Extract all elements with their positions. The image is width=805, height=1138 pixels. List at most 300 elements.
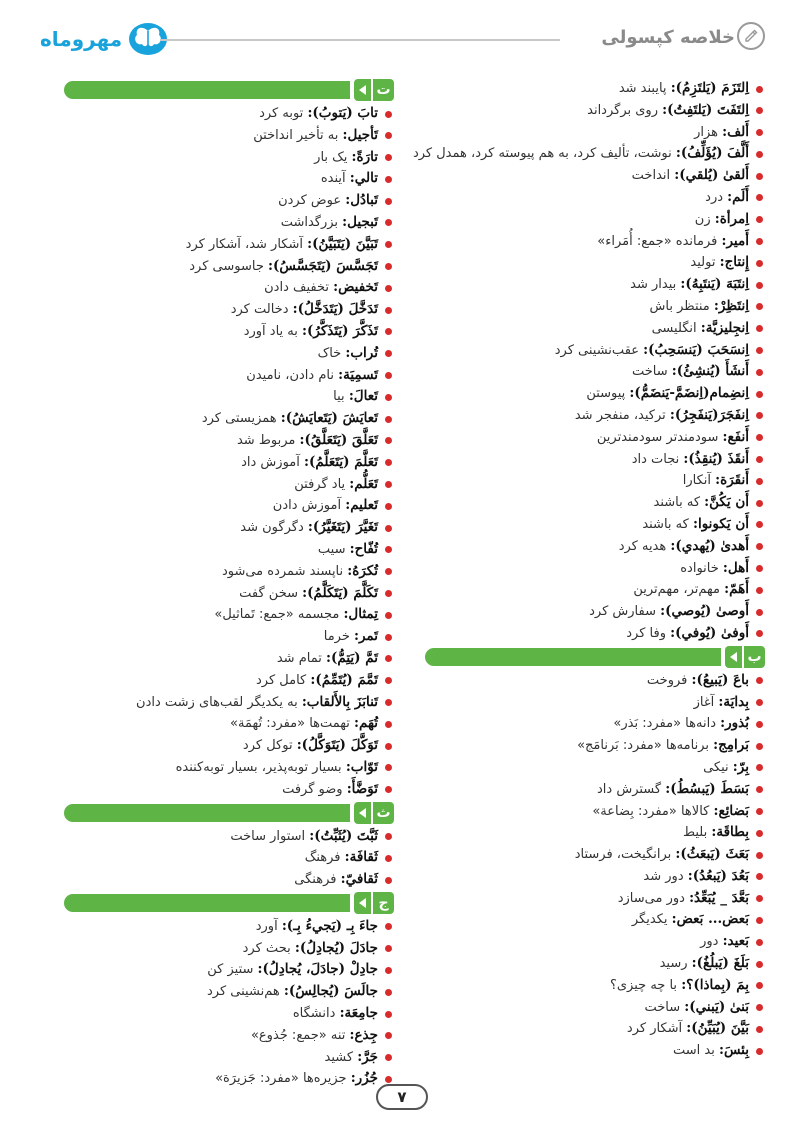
arabic-word: تَعَلُّم: bbox=[349, 475, 378, 492]
persian-meaning: تمام شد bbox=[276, 650, 326, 666]
bullet-icon bbox=[756, 786, 763, 793]
persian-meaning: دانه‌ها «مفرد: بَذر» bbox=[613, 716, 721, 732]
persian-meaning: زن bbox=[694, 211, 715, 227]
vocab-entry bbox=[64, 981, 394, 1003]
persian-meaning: توبه کرد bbox=[259, 106, 308, 121]
persian-meaning: گسترش داد bbox=[597, 781, 666, 797]
bullet-icon bbox=[385, 989, 392, 996]
vocab-entry bbox=[64, 168, 394, 190]
vocab-entry bbox=[64, 408, 394, 430]
vocab-entry bbox=[64, 1003, 394, 1025]
bullet-icon bbox=[756, 325, 763, 332]
arabic-word: تَعايَشَ (يَتَعايَشُ): bbox=[280, 410, 378, 427]
vocab-entry bbox=[425, 1040, 765, 1062]
vocab-entry bbox=[425, 735, 765, 757]
persian-meaning: هم‌نشینی کرد bbox=[207, 984, 284, 1000]
bullet-icon bbox=[385, 634, 392, 641]
vocab-entry bbox=[64, 713, 394, 735]
vocab-entry bbox=[64, 452, 394, 474]
vocab-entry bbox=[64, 735, 394, 757]
arabic-word: أَلَم: bbox=[727, 188, 749, 205]
vocab-entry bbox=[64, 583, 394, 605]
bullet-icon bbox=[385, 1054, 392, 1061]
persian-meaning: درد bbox=[705, 189, 728, 205]
vocab-entry bbox=[425, 601, 765, 623]
bullet-icon bbox=[385, 111, 392, 118]
vocab-entry bbox=[64, 125, 394, 147]
persian-meaning: تهمت‌ها «مفرد: تُهمَة» bbox=[230, 716, 355, 732]
arabic-word: تُراب: bbox=[345, 344, 378, 361]
arabic-word: تَجَسَّسَ (يَتَجَسَّسُ): bbox=[268, 257, 378, 274]
vocab-entry bbox=[425, 361, 765, 383]
arabic-word: تُهَم: bbox=[354, 715, 378, 732]
section-bar bbox=[425, 648, 721, 666]
persian-meaning: دگرگون شد bbox=[240, 520, 308, 536]
arabic-word: أَلقیٰ (يُلقي): bbox=[674, 167, 749, 184]
arabic-word: بِرّ: bbox=[732, 758, 749, 775]
arabic-word: اِنتَظِرْ: bbox=[713, 297, 749, 314]
bullet-icon bbox=[385, 699, 392, 706]
bullet-icon bbox=[756, 456, 763, 463]
section-header bbox=[64, 802, 394, 824]
bullet-icon bbox=[756, 982, 763, 989]
vocab-entry bbox=[64, 1068, 394, 1090]
persian-meaning: که باشند bbox=[653, 495, 705, 511]
bullet-icon bbox=[756, 609, 763, 616]
persian-meaning: یکدیگر bbox=[631, 912, 672, 928]
persian-meaning: مهم‌تر، مهم‌ترین bbox=[633, 582, 725, 598]
persian-meaning: توکل کرد bbox=[242, 738, 297, 754]
persian-meaning: عقب‌نشینی کرد bbox=[554, 342, 644, 358]
bullet-icon bbox=[385, 677, 392, 684]
arabic-word: تالي: bbox=[349, 170, 378, 187]
persian-meaning: همزیستی کرد bbox=[201, 411, 281, 427]
arabic-word: تَبجيل: bbox=[342, 213, 378, 230]
persian-meaning: فرهنگ bbox=[304, 850, 345, 866]
vocab-entry bbox=[64, 234, 394, 256]
arabic-word: اِلتَزَمَ (يَلتَزِمُ): bbox=[670, 80, 749, 96]
arabic-word: أَوصیٰ (يُوصي): bbox=[660, 603, 749, 620]
persian-meaning: تولید bbox=[690, 255, 720, 271]
arabic-word: أَوفیٰ (يُوفي): bbox=[670, 624, 749, 641]
section-tab bbox=[354, 892, 394, 914]
arabic-word: بَنیٰ (يَبني): bbox=[684, 998, 749, 1015]
arabic-word: تَوّاب: bbox=[345, 758, 378, 775]
arabic-word: جادِلْ (جادَلَ، يُجادِلُ): bbox=[257, 961, 378, 978]
persian-meaning: مجسمه «جمع: تَماثيل» bbox=[214, 607, 344, 623]
vocab-entry bbox=[64, 692, 394, 714]
persian-meaning: ساخت bbox=[644, 999, 685, 1015]
section-letter: ث bbox=[373, 802, 394, 824]
bullet-icon bbox=[756, 216, 763, 223]
arabic-word: بَعيد: bbox=[722, 933, 749, 950]
arabic-word: ثَبَّتَ (يُثَبِّتُ): bbox=[309, 827, 378, 844]
arabic-word: اِنسَحَبَ (يَنسَحِبُ): bbox=[643, 341, 749, 358]
bullet-icon bbox=[385, 132, 392, 139]
section-letter: ج bbox=[373, 892, 394, 914]
section-bar bbox=[64, 804, 350, 822]
persian-meaning: آغاز bbox=[693, 694, 719, 710]
bullet-icon bbox=[385, 219, 392, 226]
section-header bbox=[425, 646, 765, 668]
vocab-entry bbox=[425, 953, 765, 975]
arabic-word: أَنشَأَ (يُنشِئُ): bbox=[671, 363, 749, 380]
vocab-entry bbox=[425, 252, 765, 274]
bullet-icon bbox=[756, 895, 763, 902]
persian-meaning: هدیه کرد bbox=[618, 538, 671, 554]
persian-meaning: سودمندتر سودمندترین bbox=[596, 429, 723, 445]
persian-meaning: آورد bbox=[255, 918, 282, 934]
vocab-entry bbox=[425, 427, 765, 449]
bullet-icon bbox=[756, 939, 763, 946]
vocab-entry bbox=[425, 866, 765, 888]
bullet-icon bbox=[385, 764, 392, 771]
persian-meaning: فرهنگی bbox=[294, 872, 341, 888]
persian-meaning: رسید bbox=[659, 956, 692, 972]
bullet-icon bbox=[385, 967, 392, 974]
vocab-entry bbox=[425, 187, 765, 209]
arabic-word: أَلف: bbox=[722, 123, 749, 140]
persian-meaning: روی برگرداند bbox=[587, 102, 663, 118]
page-number: ۷ bbox=[376, 1084, 428, 1110]
arabic-word: بَيَّنَ (يُبَيِّنُ): bbox=[686, 1020, 749, 1037]
arabic-word: جادَلَ (يُجادِلُ): bbox=[294, 939, 378, 956]
arabic-word: أَهدیٰ (يُهدي): bbox=[670, 537, 749, 554]
vocab-entry bbox=[425, 779, 765, 801]
persian-meaning: دور شد bbox=[643, 868, 688, 884]
vocab-entry bbox=[64, 916, 394, 938]
arabic-word: بَسَطَ (يَبسُطُ): bbox=[665, 780, 749, 797]
bullet-icon bbox=[385, 1032, 392, 1039]
arabic-word: بَعَثَ (يَبعَثُ): bbox=[675, 846, 749, 863]
persian-meaning: آموزش دادن bbox=[272, 498, 346, 514]
persian-meaning: بلیط bbox=[683, 825, 712, 841]
vocab-entry bbox=[425, 340, 765, 362]
arabic-word: بِمَ (بِماذا)؟: bbox=[681, 976, 749, 993]
persian-meaning: سخن گفت bbox=[239, 585, 303, 601]
section-tab bbox=[354, 802, 394, 824]
vocab-entry bbox=[64, 103, 394, 125]
vocab-entry bbox=[64, 539, 394, 561]
arabic-word: أَنقَرَة: bbox=[715, 472, 749, 489]
bullet-icon bbox=[385, 459, 392, 466]
arabic-word: أَنفَع: bbox=[722, 428, 749, 445]
vocab-entry bbox=[425, 931, 765, 953]
vocab-entry bbox=[425, 470, 765, 492]
section-tab bbox=[725, 646, 765, 668]
bullet-icon bbox=[385, 655, 392, 662]
persian-meaning: جاسوسی کرد bbox=[189, 258, 269, 274]
bullet-icon bbox=[385, 481, 392, 488]
vocab-entry bbox=[425, 997, 765, 1019]
brand-logo bbox=[40, 20, 168, 58]
vocab-entry bbox=[425, 100, 765, 122]
bullet-icon bbox=[385, 525, 392, 532]
persian-meaning: وفا کرد bbox=[626, 625, 671, 641]
triangle-left-icon bbox=[725, 646, 742, 668]
persian-meaning: پیوستن bbox=[586, 386, 630, 402]
vocab-entry bbox=[64, 757, 394, 779]
bullet-icon bbox=[756, 1026, 763, 1033]
vocab-entry bbox=[425, 209, 765, 231]
persian-meaning: انداخت bbox=[631, 168, 675, 184]
arabic-word: بَعض... بَعض: bbox=[671, 911, 749, 928]
persian-meaning: جزیره‌ها «مفرد: جَزيرَة» bbox=[215, 1071, 351, 1087]
persian-meaning: نام دادن، نامیدن bbox=[246, 367, 339, 383]
arabic-word: بِئسَ: bbox=[718, 1042, 749, 1059]
vocab-entry bbox=[425, 888, 765, 910]
persian-meaning: نجات داد bbox=[631, 451, 684, 467]
bullet-icon bbox=[756, 107, 763, 114]
vocab-entry bbox=[425, 692, 765, 714]
bullet-icon bbox=[385, 503, 392, 510]
vocab-entry bbox=[64, 277, 394, 299]
bullet-icon bbox=[385, 263, 392, 270]
bullet-icon bbox=[385, 437, 392, 444]
bullet-icon bbox=[385, 743, 392, 750]
arabic-word: أَن يَكُنَّ: bbox=[704, 494, 749, 511]
bullet-icon bbox=[756, 543, 763, 550]
arabic-word: أَمير: bbox=[721, 232, 749, 249]
persian-meaning: دور می‌سازد bbox=[617, 890, 690, 906]
vocab-entry bbox=[425, 822, 765, 844]
persian-meaning: نیکی bbox=[703, 759, 733, 775]
persian-meaning: به یکدیگر لقب‌های زشت دادن bbox=[136, 694, 302, 710]
arabic-word: جَرَّ: bbox=[357, 1048, 378, 1065]
bullet-icon bbox=[756, 86, 763, 93]
vocab-entry bbox=[64, 430, 394, 452]
bullet-icon bbox=[385, 855, 392, 862]
arabic-word: ثَقافيّ: bbox=[340, 871, 378, 888]
arabic-word: أَنقَذَ (يُنقِذُ): bbox=[683, 450, 749, 467]
bullet-icon bbox=[385, 923, 392, 930]
arabic-word: تَوَضَّأَ: bbox=[346, 780, 378, 797]
arabic-word: جِذع: bbox=[349, 1026, 378, 1043]
persian-meaning: که باشند bbox=[642, 516, 693, 532]
vocab-entry bbox=[425, 536, 765, 558]
triangle-left-icon bbox=[354, 802, 371, 824]
bullet-icon bbox=[385, 568, 392, 575]
bullet-icon bbox=[756, 743, 763, 750]
bullet-icon bbox=[756, 565, 763, 572]
vocab-entry bbox=[425, 558, 765, 580]
section-letter: ت bbox=[373, 79, 394, 101]
vocab-entry bbox=[425, 844, 765, 866]
bullet-icon bbox=[385, 546, 392, 553]
bullet-icon bbox=[756, 587, 763, 594]
vocab-entry bbox=[425, 122, 765, 144]
bullet-icon bbox=[385, 416, 392, 423]
arabic-word: تَعالَ: bbox=[348, 388, 378, 405]
vocab-entry bbox=[64, 343, 394, 365]
arabic-word: أَهَمّ: bbox=[724, 581, 749, 598]
vocab-entry bbox=[64, 604, 394, 626]
arabic-word: بَضائِع: bbox=[713, 802, 749, 819]
persian-meaning: دخالت کرد bbox=[230, 302, 293, 318]
bullet-icon bbox=[385, 945, 392, 952]
vocab-entry bbox=[64, 212, 394, 234]
vocab-entry bbox=[64, 1025, 394, 1047]
section-bar bbox=[64, 81, 350, 99]
persian-meaning: دانشگاه bbox=[292, 1006, 340, 1022]
persian-meaning: خاک bbox=[317, 345, 346, 361]
arabic-word: تَعَلَّمَ (يَتَعَلَّمُ): bbox=[304, 453, 378, 470]
bullet-icon bbox=[756, 721, 763, 728]
bullet-icon bbox=[756, 369, 763, 376]
arabic-word: بَعَّدَ _ يُبَعِّدُ: bbox=[689, 889, 749, 906]
arabic-word: تَنابَزَ بِالأَلقاب: bbox=[301, 693, 378, 710]
persian-meaning: عوض کردن bbox=[278, 193, 346, 209]
vocab-entry bbox=[64, 561, 394, 583]
persian-meaning: بسیار توبه‌پذیر، بسیار توبه‌کننده bbox=[175, 759, 346, 775]
vocab-entry bbox=[425, 514, 765, 536]
arabic-word: بَعُدَ (يَبعُدُ): bbox=[687, 867, 749, 884]
vocab-entry bbox=[425, 231, 765, 253]
vocab-entry bbox=[425, 78, 765, 100]
bullet-icon bbox=[756, 412, 763, 419]
vocab-entry bbox=[425, 670, 765, 692]
persian-meaning: فرمانده «جمع: أُمَراء» bbox=[597, 233, 722, 249]
bullet-icon bbox=[385, 241, 392, 248]
page-title: خلاصه کپسولی bbox=[601, 27, 735, 48]
arabic-word: بُذور: bbox=[720, 715, 749, 732]
persian-meaning: بزرگداشت bbox=[280, 214, 343, 230]
bullet-icon bbox=[756, 677, 763, 684]
persian-meaning: ترکید، منفجر شد bbox=[574, 407, 670, 423]
persian-meaning: استوار ساخت bbox=[230, 828, 310, 844]
vocab-entry bbox=[425, 1018, 765, 1040]
bullet-icon bbox=[385, 1011, 392, 1018]
arabic-word: اِمرأة: bbox=[714, 210, 749, 227]
vocab-entry bbox=[64, 626, 394, 648]
bullet-icon bbox=[385, 394, 392, 401]
vocab-entry bbox=[425, 318, 765, 340]
section-tab bbox=[354, 79, 394, 101]
vocab-entry bbox=[412, 143, 765, 165]
persian-meaning: بد است bbox=[672, 1043, 719, 1059]
persian-meaning: وضو گرفت bbox=[282, 781, 347, 797]
bullet-icon bbox=[385, 590, 392, 597]
bullet-icon bbox=[385, 612, 392, 619]
vocab-entry bbox=[64, 779, 394, 801]
arabic-word: تَعَلَّقَ (يَتَعَلَّقُ): bbox=[299, 431, 378, 448]
persian-meaning: یک بار bbox=[314, 149, 352, 165]
vocab-entry bbox=[425, 492, 765, 514]
vocab-entry bbox=[425, 296, 765, 318]
arabic-word: جاءَ بِـ (يَجيءُ بِـ): bbox=[281, 917, 378, 934]
arabic-word: تَعليم: bbox=[345, 497, 378, 514]
arabic-word: تَبادُل: bbox=[345, 192, 378, 209]
arabic-word: تَكَلَّمَ (يَتَكَلَّمُ): bbox=[302, 584, 378, 601]
bullet-icon bbox=[756, 238, 763, 245]
vocab-entry bbox=[425, 623, 765, 645]
persian-meaning: دور bbox=[700, 934, 723, 950]
persian-meaning: ساخت bbox=[631, 364, 672, 380]
persian-meaning: برنامه‌ها «مفرد: بَرنامَج» bbox=[577, 738, 714, 754]
persian-meaning: بیدار شد bbox=[630, 277, 681, 293]
triangle-left-icon bbox=[354, 79, 371, 101]
arabic-word: بِطاقَة: bbox=[711, 824, 749, 841]
vocab-entry bbox=[64, 648, 394, 670]
persian-meaning: تخفیف دادن bbox=[264, 280, 334, 296]
persian-meaning: آنکارا bbox=[682, 473, 716, 489]
arabic-word: تَأجيل: bbox=[342, 126, 378, 143]
persian-meaning: بحث کرد bbox=[242, 940, 295, 956]
vocab-entry bbox=[64, 959, 394, 981]
bullet-icon bbox=[756, 173, 763, 180]
persian-meaning: آموزش داد bbox=[241, 454, 305, 470]
persian-meaning: با چه چیزی؟ bbox=[609, 977, 682, 993]
arabic-word: باعَ (يَبيعُ): bbox=[691, 671, 749, 688]
page-header bbox=[0, 0, 805, 80]
bullet-icon bbox=[385, 154, 392, 161]
persian-meaning: منتظر باش bbox=[649, 298, 714, 314]
bullet-icon bbox=[756, 151, 763, 158]
persian-meaning: پایبند شد bbox=[618, 81, 671, 96]
vocab-entry bbox=[64, 495, 394, 517]
vocab-entry bbox=[425, 909, 765, 931]
right-column bbox=[412, 78, 765, 1062]
arabic-word: اِلتَفَتَ (يَلتَفِتُ): bbox=[662, 101, 749, 118]
arabic-word: تارَةً: bbox=[351, 148, 378, 165]
triangle-left-icon bbox=[354, 892, 371, 914]
bullet-icon bbox=[756, 129, 763, 136]
vocab-entry bbox=[64, 517, 394, 539]
bullet-icon bbox=[385, 833, 392, 840]
section-bar bbox=[64, 894, 350, 912]
arabic-word: تَوَكَّلَ (يَتَوَكَّلُ): bbox=[296, 737, 378, 754]
persian-meaning: سفارش کرد bbox=[589, 604, 661, 620]
vocab-entry bbox=[64, 321, 394, 343]
persian-meaning: تنه «جمع: جُذوع» bbox=[250, 1027, 350, 1043]
persian-meaning: آینده bbox=[320, 171, 350, 187]
persian-meaning: بیا bbox=[333, 389, 349, 405]
bullet-icon bbox=[385, 877, 392, 884]
bullet-icon bbox=[756, 808, 763, 815]
arabic-word: تَذَكَّرَ (يَتَذَكَّرُ): bbox=[302, 322, 378, 339]
bullet-icon bbox=[385, 176, 392, 183]
persian-meaning: یاد گرفتن bbox=[294, 476, 350, 492]
header-rule-left bbox=[160, 39, 560, 41]
persian-meaning: خرما bbox=[323, 629, 354, 645]
vocab-entry bbox=[64, 365, 394, 387]
bullet-icon bbox=[756, 434, 763, 441]
bullet-icon bbox=[756, 630, 763, 637]
vocab-entry bbox=[64, 386, 394, 408]
section-letter: ب bbox=[744, 646, 765, 668]
arabic-word: إِنتاج: bbox=[719, 254, 749, 271]
bullet-icon bbox=[756, 699, 763, 706]
arabic-word: تَبَيَّنَ (يَتَبَيَّنُ): bbox=[307, 235, 378, 252]
arabic-word: تُفّاح: bbox=[349, 540, 378, 557]
arabic-word: بِدايَة: bbox=[718, 693, 749, 710]
vocab-entry bbox=[425, 274, 765, 296]
vocab-entry bbox=[64, 299, 394, 321]
arabic-word: تابَ (يَتوبُ): bbox=[307, 105, 378, 121]
arabic-word: جامِعَة: bbox=[339, 1005, 378, 1022]
persian-meaning: به یاد آورد bbox=[243, 323, 303, 339]
arabic-word: تَمَّ (يَتِمُّ): bbox=[325, 649, 378, 666]
vocab-entry bbox=[64, 869, 394, 891]
bullet-icon bbox=[385, 307, 392, 314]
bullet-icon bbox=[385, 198, 392, 205]
vocab-entry bbox=[64, 147, 394, 169]
bullet-icon bbox=[756, 1004, 763, 1011]
arabic-word: اِنتَبَهَ (يَنتَبِهُ): bbox=[680, 276, 749, 293]
arabic-word: ثَقافَة: bbox=[344, 849, 378, 866]
persian-meaning: انگلیسی bbox=[651, 320, 701, 336]
arabic-word: اِنجِليزيَّة: bbox=[700, 319, 749, 336]
